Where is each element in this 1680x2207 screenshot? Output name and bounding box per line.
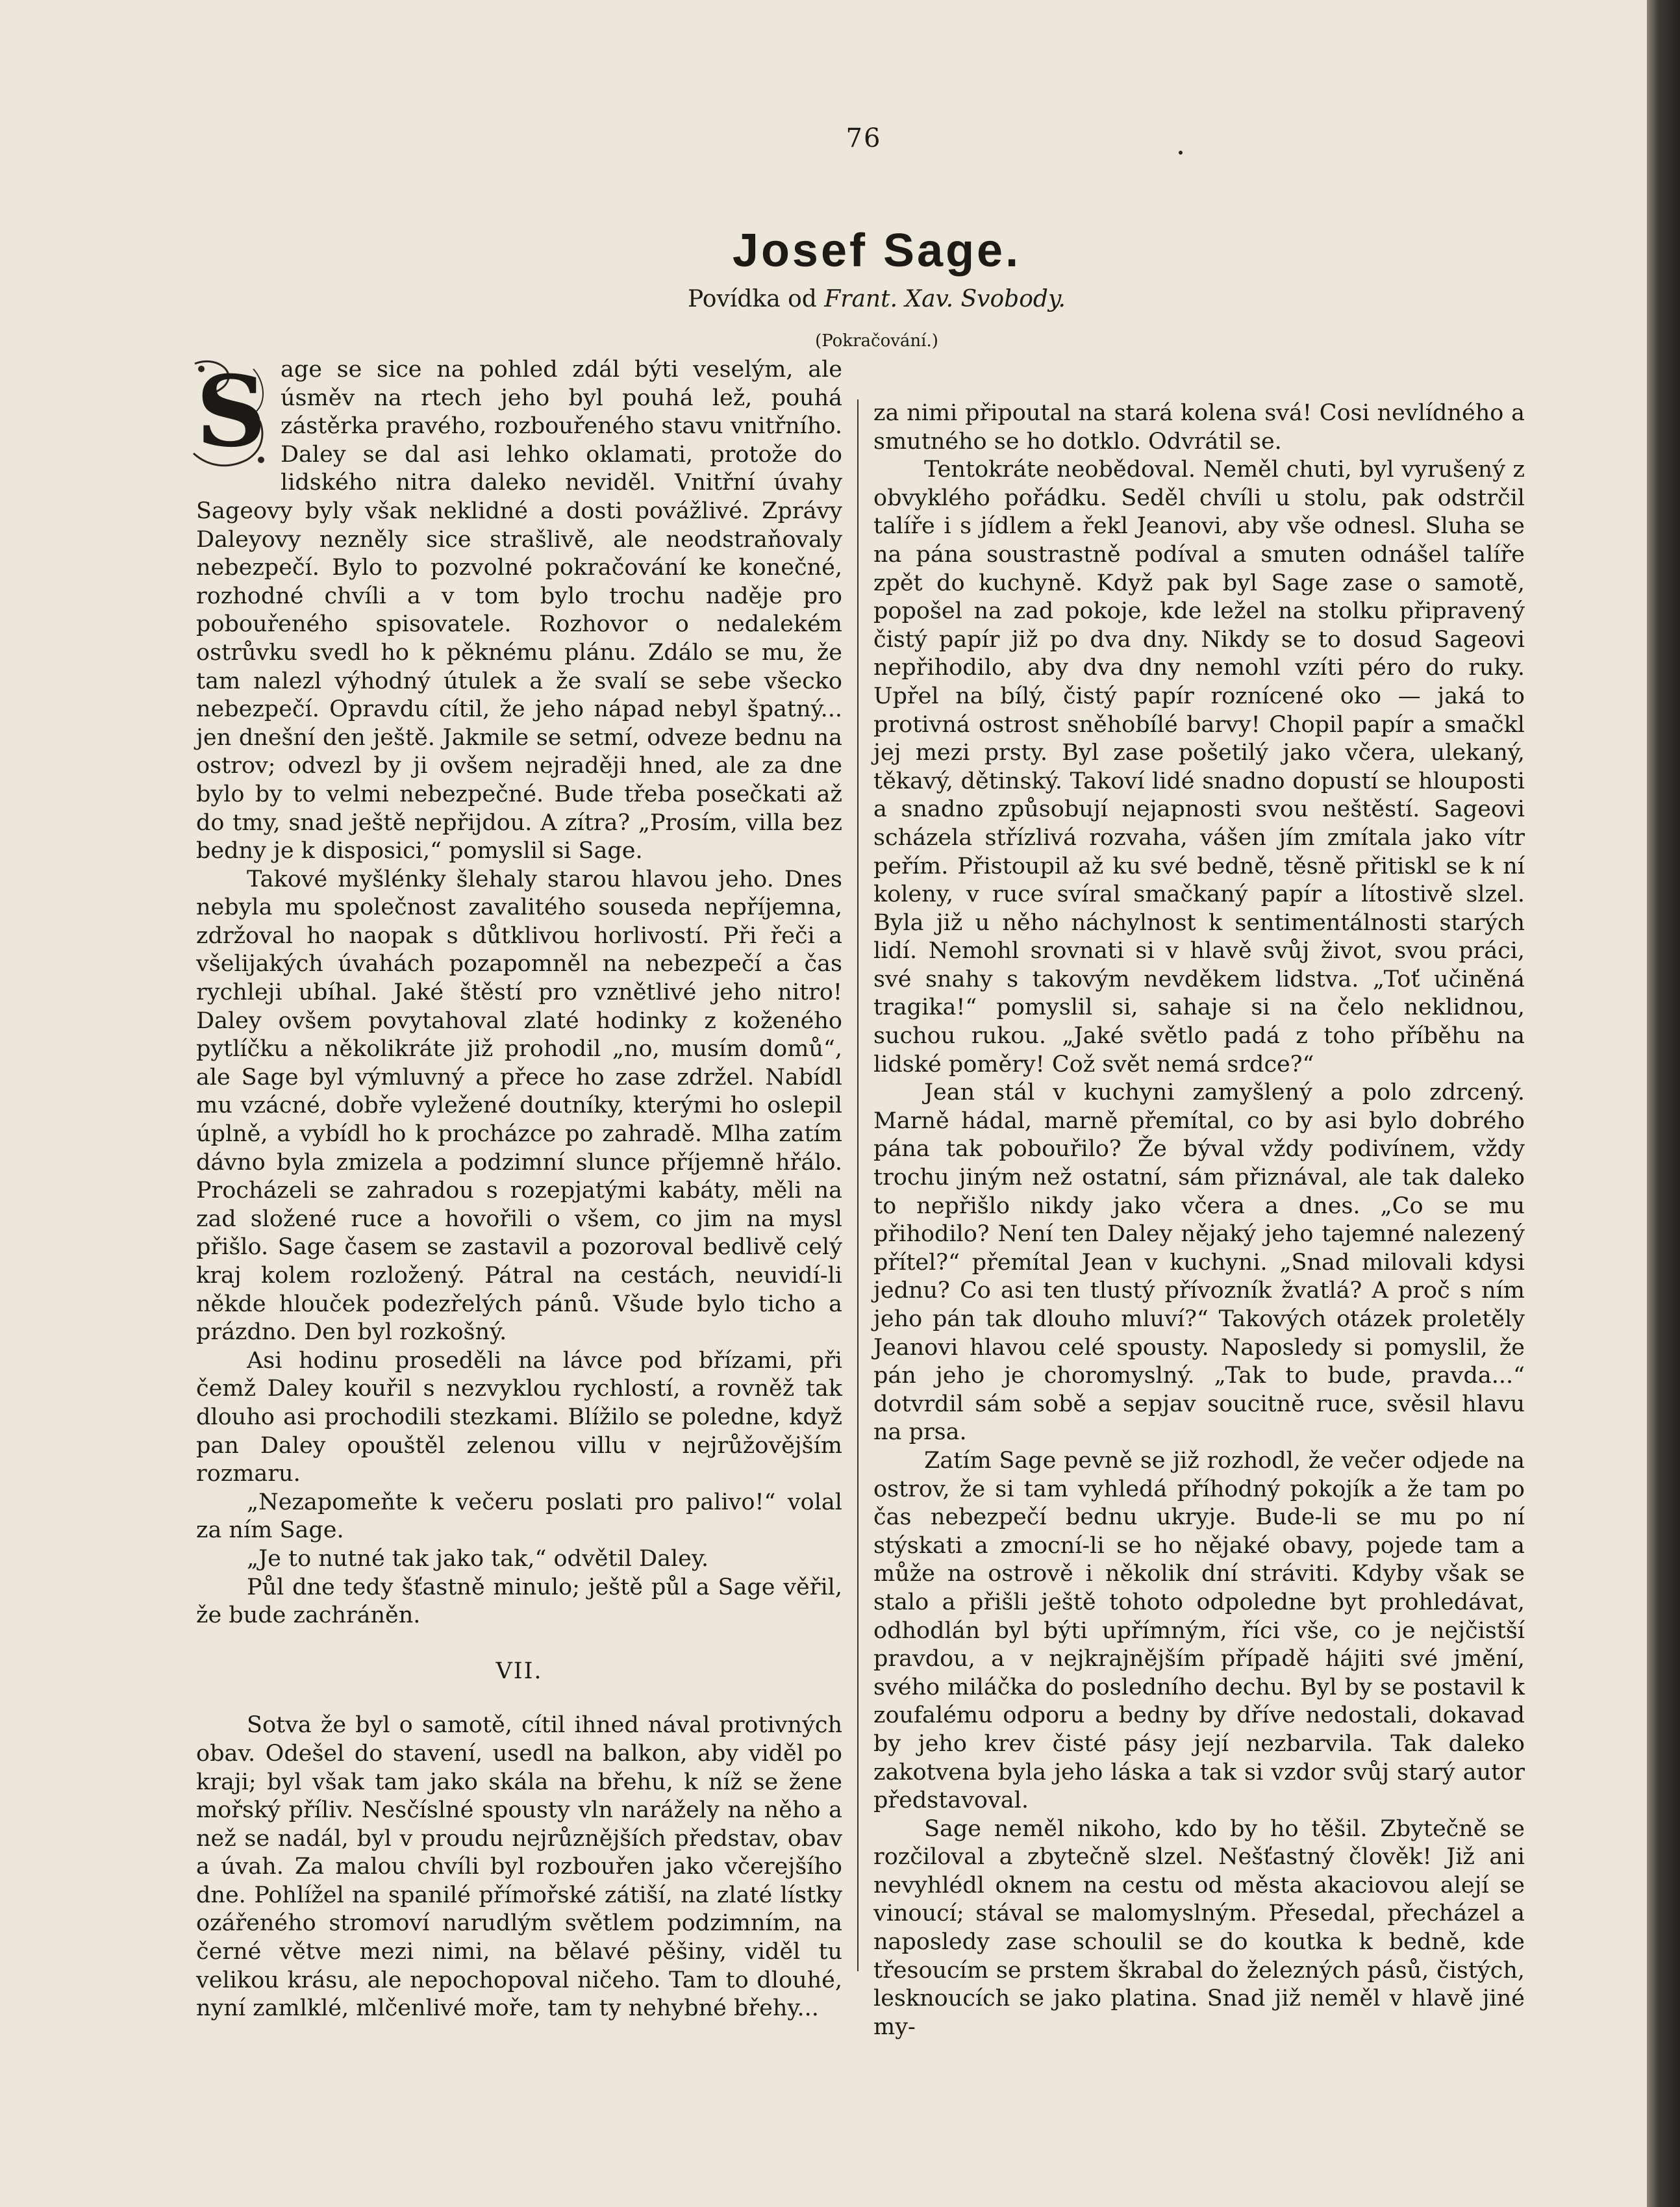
article-subtitle — [520, 286, 1234, 312]
author-name: Frant. Xav. Svobody. — [824, 286, 1066, 312]
subtitle-prefix: Povídka od — [688, 286, 825, 312]
chapter-heading: VII. — [495, 1658, 543, 1684]
right-paragraph-1: Tentokráte neobědoval. Neměl chuti, byl vyrušený z obvyklého pořádku. Seděl chvíli u stolu, pak odstrčil talíře i s jídlem a řekl Jeanovi, aby vše odnesl. Sluha se na pána soustrastně podíval a smuten odnášel talíře zpět do kuchyně. Když pak byl Sage zase o samotě, popošel na zad pokoje, kde ležel na stolku připravený čistý papír již po dva dny. Nikdy se to dosud Sageovi nepřihodilo, aby dva dny nemohl vzíti péro do ruky. Upřel na bílý, čistý papír roznícené oko — jaká to protivná ostrost sněhobílé barvy! Chopil papír a smačkl jej mezi prsty. Byl zase pošetilý jako včera, ulekaný, těkavý, dětinský. Takoví lidé snadno dopustí se hlouposti a snadno způsobují nejapnosti svou neštěstí. Sageovi scházela střízlivá rozvaha, vášen jím zmítala jako vítr peřím. Přistoupil až ku své bedně, těsně přitiskl se k ní koleny, v ruce svíral smačkaný papír a lítostivě slzel. Byla již u něho náchylnost k sentimentálnosti starých lidí. Nemohl srovnati si v hlavě svůj život, svou práci, své snahy s takovým nevděkem lidstva. „Toť učiněná tragika!“ pomyslil si, sahaje si na čelo neklidnou, suchou rukou. „Jaké světlo padá z toho příběhu na lidské poměry! Což svět nemá srdce?“ — [873, 457, 1525, 1078]
left-column — [196, 356, 842, 2023]
left-paragraph-3: „Nezapomeňte k večeru poslati pro palivo!“ volal za ním Sage. — [196, 1489, 842, 1544]
left-paragraph-4: „Je to nutné tak jako tak,“ odvětil Daley. — [247, 1545, 709, 1572]
left-paragraph-1: Takové myšlénky šlehaly starou hlavou jeho. Dnes nebyla mu společnost zavalitého souseda nepříjemna, zdržoval ho naopak s důtklivou horlivostí. Při řeči a všelijakých úvahách pozapomněl na nebezpečí a čas rychleji ubíhal. Jaké štěstí pro vznětlivé jeho nitro! Daley ovšem povytahoval zlaté hodinky z koženého pytlíčku a několikráte již prohodil „no, musím domů“, ale Sage byl výmluvný a přece ho zase zdržel. Nabídl mu vzácné, dobře vyležené doutníky, kterými ho oslepil úplně, a vybídl ho k procházce po zahradě. Mlha zatím dávno byla zmizela a podzimní slunce příjemně hřálo. Procházeli se zahradou s rozepjatými kabáty, měli na zad složené ruce a hovořili o všem, co jim na mysl přišlo. Sage časem se zastavil a pozoroval bedlivě celý kraj kolem rozložený. Pátral na cestách, neuvidí-li někde hlouček podezřelých pánů. Všude bylo ticho a prázdno. Den byl rozkošný. — [196, 866, 842, 1346]
printed-dot — [1179, 151, 1183, 155]
chapter-paragraph: Sotva že byl o samotě, cítil ihned nával protivných obav. Odešel do stavení, usedl na balkon, aby viděl po kraji; byl však tam jako skála na břehu, k níž se žene mořský příliv. Nesčíslné spousty vln narážely na něho a než se nadál, byl v proudu nejrůznějších představ, obav a úvah. Za malou chvíli byl rozbouřen jako včerejšího dne. Pohlížel na spanilé přímořské zátiší, na zlaté lístky ozářeného stromoví narudlým světlem podzimním, na černé větve mezi nimi, na bělavé pěšiny, viděl tu velikou krásu, ale nepochopoval ničeho. Tam to dlouhé, nyní zamlklé, mlčenlivé moře, tam ty nehybné břehy... — [196, 1712, 842, 2022]
left-first-paragraph: age se sice na pohled zdál býti veselým, ale úsměv na rtech jeho byl pouhá lež, pouhá zástěrka pravého, rozbouřeného stavu vnitřního. Daley se dal asi lehko oklamati, protože do lidského nitra daleko neviděl. Vnitřní úvahy Sageovy byly však neklidné a dosti povážlivé. Zprávy Daleyovy nezněly sice strašlivě, ale neodstraňovaly nebezpečí. Bylo to pozvolné pokračování ke konečné, rozhodné chvíli a v tom bylo trochu naděje pro pobouřeného spisovatele. Rozhovor o nedalekém ostrůvku svedl ho k pěknému plánu. Zdálo se mu, že tam nalezl výhodný útulek a že svalí se sebe všecko nebezpečí. Opravdu cítil, že jeho nápad nebyl špatný... jen dnešní den ještě. Jakmile se setmí, odveze bednu na ostrov; odvezl by ji ovšem nejraději hned, ale za dne bylo by to velmi nebezpečné. Bude třeba posečkati až do tmy, snad ještě nepřijdou. A zítra? „Prosím, villa bez bedny je k disposici,“ pomyslil si Sage. — [196, 357, 842, 864]
right-paragraph-3: Zatím Sage pevně se již rozhodl, že večer odjede na ostrov, že si tam vyhledá příhodný pokojík a že tam po čas nebezpečí bednu ukryje. Bude-li se mu po ní stýskati a zmocní-li se ho nějaké obavy, pojede tam a může na ostrově i několik dní stráviti. Kdyby však se stalo a přišli ještě tohoto odpoledne byt prohledávat, odhodlán byl býti upřímným, říci vše, co je nejčistší pravdou, a v nejkrajnějším případě hájiti své jmění, svého miláčka do posledního dechu. Byl by se postavil k zoufalému odporu a bedny by dříve nedostali, dokavad by jeho krev čisté pásy její nezbarvila. Tak daleko zakotvena byla jeho láska a tak si vzdor svůj starý autor představoval. — [873, 1447, 1525, 1814]
page-number: 76 — [846, 123, 882, 153]
left-paragraph-5: Půl dne tedy šťastně minulo; ještě půl a Sage věřil, že bude zachráněn. — [196, 1574, 842, 1629]
right-first-paragraph: za nimi připoutal na stará kolena svá! Cosi nevlídného a smutného se ho dotklo. Odvrátil se. — [873, 400, 1525, 455]
dropcap — [188, 356, 274, 477]
article-title: Josef Sage. — [732, 225, 1022, 277]
continued-note: (Pokračování.) — [815, 331, 938, 351]
left-paragraph-2: Asi hodinu proseděli na lávce pod břízami, při čemž Daley kouřil s nezvyklou rychlostí, a rovněž tak dlouho asi prochodili stezkami. Blížilo se poledne, když pan Daley opouštěl zelenou villu v nejrůžovějším rozmaru. — [196, 1347, 842, 1487]
book-spine-shadow — [1647, 0, 1680, 2207]
ornamental-dropcap-icon — [188, 356, 274, 477]
right-paragraph-4: Sage neměl nikoho, kdo by ho těšil. Zbytečně se rozčiloval a zbytečně slzel. Nešťastný člověk! Již ani nevyhlédl oknem na cestu od města akaciovou alejí se vinoucí; stával se malomyslným. Přesedal, přecházel a naposledy zase schoulil se do koutka k bedně, kde třesoucím se prstem škrabal do železných pásů, čistých, lesknoucích se jako platina. Snad již neměl v hlavě jiné my- — [873, 1815, 1525, 2040]
right-paragraph-2: Jean stál v kuchyni zamyšlený a polo zdrcený. Marně hádal, marně přemítal, co by asi bylo dobrého pána tak pobouřilo? Že býval vždy podivínem, vždy trochu jiným než ostatní, sám přiznával, ale tak daleko to nepřišlo nikdy jako včera a dnes. „Co se mu přihodilo? Není ten Daley nějaký jeho tajemné nalezený přítel?“ přemítal Jean v kuchyni. „Snad milovali kdysi jednu? Co asi ten tlustý přívozník žvatlá? A proč s ním jeho pán tak dlouho mluví?“ Takových otázek proletěly Jeanovi hlavou celé spousty. Naposledy si pomyslil, že pán jeho je choromyslný. „Tak to bude, pravda...“ dotvrdil sám sobě a sepjav soucitně ruce, svěsil hlavu na prsa. — [873, 1079, 1525, 1446]
dropcap-letter: S — [195, 356, 267, 469]
right-column — [873, 399, 1525, 2041]
column-divider — [857, 399, 859, 1971]
